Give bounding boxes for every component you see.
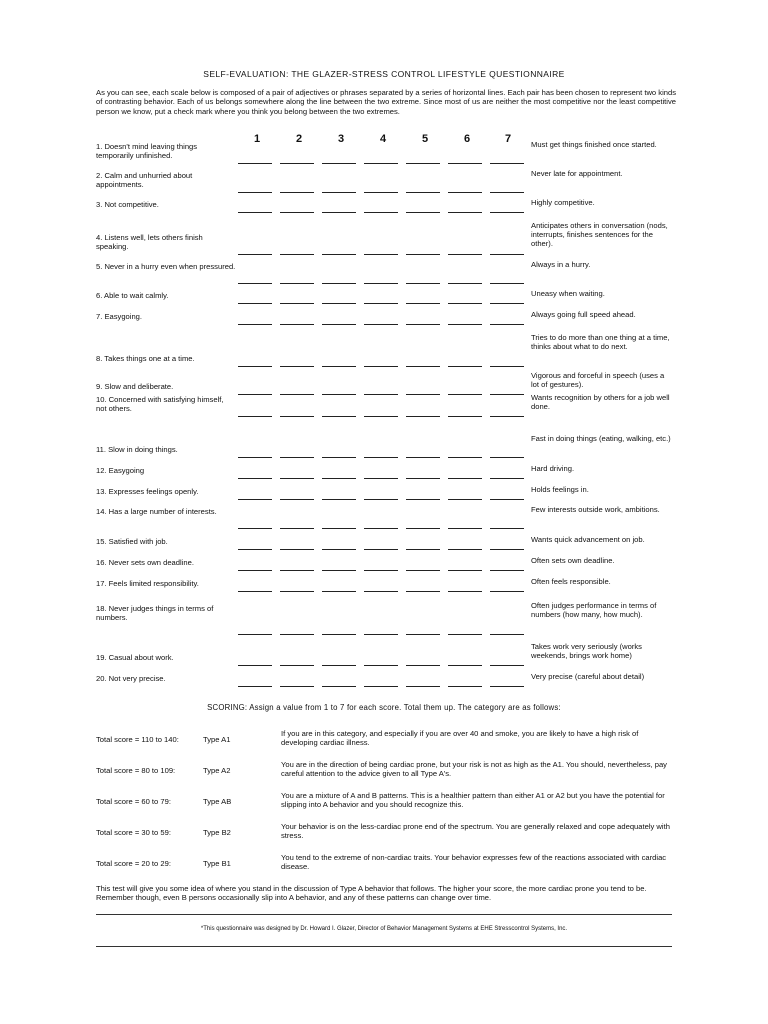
rating-blank[interactable]: [406, 686, 440, 687]
rating-blank[interactable]: [364, 549, 398, 550]
page-title: SELF-EVALUATION: THE GLAZER-STRESS CONTROL LIFESTYLE QUESTIONNAIRE: [203, 69, 565, 79]
item-right-label: Wants recognition by others for a job well done.: [531, 393, 670, 411]
item-left-label: 15. Satisfied with job.: [96, 537, 168, 546]
item-right-label: Anticipates others in conversation (nods, interrupts, finishes sentences for the other).: [531, 221, 668, 248]
rating-blank[interactable]: [322, 591, 356, 592]
rating-blank[interactable]: [406, 478, 440, 479]
rating-blank[interactable]: [280, 283, 314, 284]
rating-blank[interactable]: [490, 634, 524, 635]
column-number: 5: [422, 133, 429, 145]
rating-blank[interactable]: [322, 283, 356, 284]
item-left-label: 1. Doesn't mind leaving things temporarily unfinished.: [96, 142, 198, 160]
divider-bottom: [96, 946, 672, 947]
rating-blank[interactable]: [280, 570, 314, 571]
rating-blank[interactable]: [406, 549, 440, 550]
rating-blank[interactable]: [322, 394, 356, 395]
item-right-label: Tries to do more than one thing at a time, thinks about what to do next.: [531, 333, 670, 351]
rating-blank[interactable]: [490, 478, 524, 479]
rating-blank[interactable]: [322, 549, 356, 550]
rating-blank[interactable]: [490, 457, 524, 458]
rating-blank[interactable]: [406, 665, 440, 666]
rating-blank[interactable]: [280, 324, 314, 325]
rating-blank[interactable]: [448, 366, 482, 367]
rating-blank[interactable]: [448, 192, 482, 193]
rating-blank[interactable]: [406, 212, 440, 213]
rating-blank[interactable]: [322, 499, 356, 500]
rating-blank[interactable]: [238, 394, 272, 395]
rating-blank[interactable]: [364, 416, 398, 417]
rating-blank[interactable]: [322, 192, 356, 193]
rating-blank[interactable]: [364, 324, 398, 325]
rating-blank[interactable]: [322, 366, 356, 367]
item-left-label: 12. Easygoing: [96, 466, 145, 475]
column-number: 1: [254, 133, 261, 145]
rating-blank[interactable]: [322, 478, 356, 479]
rating-blank[interactable]: [364, 634, 398, 635]
rating-blank[interactable]: [490, 324, 524, 325]
item-left-label: 5. Never in a hurry even when pressured.: [96, 262, 236, 271]
rating-blank[interactable]: [364, 499, 398, 500]
rating-blank[interactable]: [322, 686, 356, 687]
item-right-label: Hard driving.: [531, 464, 575, 473]
column-number: 6: [464, 133, 471, 145]
score-type: Type AB: [203, 797, 232, 806]
item-right-label: Often feels responsible.: [531, 577, 611, 586]
rating-blank[interactable]: [406, 591, 440, 592]
item-left-label: 18. Never judges things in terms of numbers.: [96, 604, 214, 622]
rating-blank[interactable]: [406, 457, 440, 458]
rating-blank[interactable]: [280, 394, 314, 395]
rating-blank[interactable]: [448, 570, 482, 571]
rating-blank[interactable]: [448, 303, 482, 304]
item-right-label: Must get things finished once started.: [531, 140, 657, 149]
rating-blank[interactable]: [322, 254, 356, 255]
footnote: *This questionnaire was designed by Dr. Howard I. Glazer, Director of Behavior Management Systems at EHE Stresscontrol Systems, Inc.: [200, 926, 568, 932]
rating-blank[interactable]: [406, 163, 440, 164]
rating-blank[interactable]: [490, 416, 524, 417]
rating-blank[interactable]: [406, 303, 440, 304]
rating-blank[interactable]: [280, 254, 314, 255]
score-range: Total score = 20 to 29:: [96, 859, 171, 868]
item-right-label: Always in a hurry.: [531, 260, 591, 269]
rating-blank[interactable]: [322, 324, 356, 325]
rating-blank[interactable]: [280, 686, 314, 687]
rating-blank[interactable]: [364, 591, 398, 592]
rating-blank[interactable]: [322, 212, 356, 213]
rating-blank[interactable]: [406, 254, 440, 255]
rating-blank[interactable]: [280, 528, 314, 529]
rating-blank[interactable]: [322, 416, 356, 417]
item-right-label: Takes work very seriously (works weekends, brings work home): [531, 642, 642, 660]
rating-blank[interactable]: [280, 591, 314, 592]
rating-blank[interactable]: [238, 499, 272, 500]
rating-blank[interactable]: [406, 416, 440, 417]
rating-blank[interactable]: [322, 457, 356, 458]
item-left-label: 13. Expresses feelings openly.: [96, 487, 199, 496]
rating-blank[interactable]: [280, 634, 314, 635]
rating-blank[interactable]: [406, 394, 440, 395]
intro-paragraph: As you can see, each scale below is composed of a pair of adjectives or phrases separated by a series of horizontal lines. Each pair has been chosen to represent two kinds of contrasting behavior. Each of us belongs somewhere along the line between the two extreme. Since most of us are neither the most competitive nor the least competitive person we know, put a check mark where you think you belong between the two extremes.: [96, 88, 676, 116]
rating-blank[interactable]: [238, 254, 272, 255]
item-left-label: 7. Easygoing.: [96, 312, 143, 321]
rating-blank[interactable]: [448, 254, 482, 255]
rating-blank[interactable]: [490, 528, 524, 529]
rating-blank[interactable]: [238, 457, 272, 458]
item-right-label: Holds feelings in.: [531, 485, 589, 494]
rating-blank[interactable]: [448, 528, 482, 529]
item-left-label: 3. Not competitive.: [96, 200, 159, 209]
score-description: If you are in this category, and especially if you are over 40 and smoke, you are likely to have a high risk of developing cardiac illness.: [281, 729, 639, 747]
rating-blank[interactable]: [238, 549, 272, 550]
rating-blank[interactable]: [280, 192, 314, 193]
rating-blank[interactable]: [406, 570, 440, 571]
rating-blank[interactable]: [280, 457, 314, 458]
divider-top: [96, 914, 672, 915]
rating-blank[interactable]: [490, 254, 524, 255]
rating-blank[interactable]: [238, 283, 272, 284]
score-range: Total score = 80 to 109:: [96, 766, 176, 775]
score-description: You tend to the extreme of non-cardiac traits. Your behavior expresses few of the reactions associated with cardiac disease.: [281, 853, 667, 871]
rating-blank[interactable]: [364, 570, 398, 571]
rating-blank[interactable]: [322, 528, 356, 529]
rating-blank[interactable]: [448, 394, 482, 395]
rating-blank[interactable]: [406, 499, 440, 500]
rating-blank[interactable]: [490, 303, 524, 304]
rating-blank[interactable]: [364, 665, 398, 666]
rating-blank[interactable]: [448, 212, 482, 213]
rating-blank[interactable]: [364, 478, 398, 479]
rating-blank[interactable]: [238, 416, 272, 417]
item-right-label: Few interests outside work, ambitions.: [531, 505, 660, 514]
rating-blank[interactable]: [238, 686, 272, 687]
item-right-label: Often judges performance in terms of numbers (how many, how much).: [531, 601, 657, 619]
item-left-label: 6. Able to wait calmly.: [96, 291, 169, 300]
rating-blank[interactable]: [238, 528, 272, 529]
column-number: 3: [338, 133, 345, 145]
item-right-label: Vigorous and forceful in speech (uses a lot of gestures).: [531, 371, 665, 389]
rating-blank[interactable]: [238, 591, 272, 592]
rating-blank[interactable]: [364, 283, 398, 284]
rating-blank[interactable]: [448, 499, 482, 500]
rating-blank[interactable]: [364, 394, 398, 395]
rating-blank[interactable]: [280, 478, 314, 479]
rating-blank[interactable]: [448, 591, 482, 592]
item-left-label: 11. Slow in doing things.: [96, 445, 178, 454]
rating-blank[interactable]: [448, 686, 482, 687]
rating-blank[interactable]: [280, 366, 314, 367]
rating-blank[interactable]: [322, 634, 356, 635]
rating-blank[interactable]: [280, 212, 314, 213]
rating-blank[interactable]: [490, 665, 524, 666]
item-right-label: Fast in doing things (eating, walking, etc.): [531, 434, 671, 443]
rating-blank[interactable]: [490, 366, 524, 367]
rating-blank[interactable]: [322, 665, 356, 666]
rating-blank[interactable]: [448, 163, 482, 164]
rating-blank[interactable]: [238, 212, 272, 213]
rating-blank[interactable]: [406, 634, 440, 635]
rating-blank[interactable]: [322, 570, 356, 571]
item-left-label: 20. Not very precise.: [96, 674, 166, 683]
item-left-label: 4. Listens well, lets others finish speaking.: [96, 233, 203, 251]
rating-blank[interactable]: [448, 324, 482, 325]
column-number: 7: [505, 133, 512, 145]
rating-blank[interactable]: [322, 163, 356, 164]
rating-blank[interactable]: [280, 303, 314, 304]
rating-blank[interactable]: [448, 478, 482, 479]
item-right-label: Uneasy when waiting.: [531, 289, 605, 298]
score-type: Type B1: [203, 859, 231, 868]
item-right-label: Wants quick advancement on job.: [531, 535, 645, 544]
score-range: Total score = 110 to 140:: [96, 735, 179, 744]
rating-blank[interactable]: [448, 457, 482, 458]
rating-blank[interactable]: [364, 457, 398, 458]
rating-blank[interactable]: [364, 254, 398, 255]
rating-blank[interactable]: [490, 394, 524, 395]
rating-blank[interactable]: [490, 591, 524, 592]
item-right-label: Often sets own deadline.: [531, 556, 615, 565]
score-range: Total score = 30 to 59:: [96, 828, 171, 837]
rating-blank[interactable]: [406, 528, 440, 529]
rating-blank[interactable]: [406, 366, 440, 367]
item-right-label: Very precise (careful about detail): [531, 672, 645, 681]
rating-blank[interactable]: [490, 283, 524, 284]
rating-blank[interactable]: [490, 549, 524, 550]
item-left-label: 9. Slow and deliberate.: [96, 382, 174, 391]
rating-blank[interactable]: [448, 416, 482, 417]
rating-blank[interactable]: [280, 549, 314, 550]
rating-blank[interactable]: [280, 665, 314, 666]
item-right-label: Always going full speed ahead.: [531, 310, 636, 319]
rating-blank[interactable]: [364, 212, 398, 213]
rating-blank[interactable]: [238, 192, 272, 193]
rating-blank[interactable]: [364, 303, 398, 304]
rating-blank[interactable]: [238, 163, 272, 164]
rating-blank[interactable]: [406, 283, 440, 284]
rating-blank[interactable]: [364, 686, 398, 687]
rating-blank[interactable]: [238, 478, 272, 479]
rating-blank[interactable]: [490, 212, 524, 213]
rating-blank[interactable]: [490, 499, 524, 500]
rating-blank[interactable]: [238, 303, 272, 304]
item-right-label: Highly competitive.: [531, 198, 595, 207]
rating-blank[interactable]: [448, 283, 482, 284]
rating-blank[interactable]: [238, 665, 272, 666]
rating-blank[interactable]: [364, 163, 398, 164]
item-left-label: 14. Has a large number of interests.: [96, 507, 217, 516]
rating-blank[interactable]: [280, 163, 314, 164]
rating-blank[interactable]: [238, 366, 272, 367]
closing-paragraph: This test will give you some idea of where you stand in the discussion of Type A behavior that follows. The higher your score, the more cardiac prone you tend to be. Remember though, even B persons occasionally slip into A behavior, and any of these patterns can change over time.: [96, 884, 647, 903]
column-number: 2: [296, 133, 303, 145]
rating-blank[interactable]: [448, 549, 482, 550]
rating-blank[interactable]: [364, 366, 398, 367]
rating-blank[interactable]: [364, 528, 398, 529]
item-left-label: 8. Takes things one at a time.: [96, 354, 195, 363]
item-left-label: 16. Never sets own deadline.: [96, 558, 194, 567]
rating-blank[interactable]: [490, 686, 524, 687]
rating-blank[interactable]: [238, 570, 272, 571]
item-left-label: 2. Calm and unhurried about appointments.: [96, 171, 193, 189]
score-description: You are in the direction of being cardiac prone, but your risk is not as high as the A1. You should, nevertheless, pay careful attention to the advice given to all Type A's.: [281, 760, 667, 778]
rating-blank[interactable]: [238, 634, 272, 635]
rating-blank[interactable]: [406, 324, 440, 325]
rating-blank[interactable]: [280, 499, 314, 500]
score-type: Type A2: [203, 766, 231, 775]
column-number: 4: [380, 133, 387, 145]
rating-blank[interactable]: [406, 192, 440, 193]
item-left-label: 19. Casual about work.: [96, 653, 174, 662]
rating-blank[interactable]: [448, 634, 482, 635]
item-left-label: 10. Concerned with satisfying himself, not others.: [96, 395, 224, 413]
rating-blank[interactable]: [364, 192, 398, 193]
score-description: Your behavior is on the less-cardiac prone end of the spectrum. You are generally relaxed and cope adequately with stress.: [281, 822, 670, 840]
rating-blank[interactable]: [490, 192, 524, 193]
score-type: Type B2: [203, 828, 231, 837]
rating-blank[interactable]: [490, 163, 524, 164]
scoring-heading: SCORING: Assign a value from 1 to 7 for each score. Total them up. The category are as follows:: [207, 703, 561, 712]
rating-blank[interactable]: [322, 303, 356, 304]
rating-blank[interactable]: [280, 416, 314, 417]
rating-blank[interactable]: [490, 570, 524, 571]
rating-blank[interactable]: [448, 665, 482, 666]
score-type: Type A1: [203, 735, 231, 744]
item-right-label: Never late for appointment.: [531, 169, 623, 178]
rating-blank[interactable]: [238, 324, 272, 325]
score-description: You are a mixture of A and B patterns. This is a healthier pattern than either A1 or A2 but you have the potential for slipping into A behavior and you should recognize this.: [281, 791, 665, 809]
item-left-label: 17. Feels limited responsibility.: [96, 579, 199, 588]
score-range: Total score = 60 to 79:: [96, 797, 171, 806]
